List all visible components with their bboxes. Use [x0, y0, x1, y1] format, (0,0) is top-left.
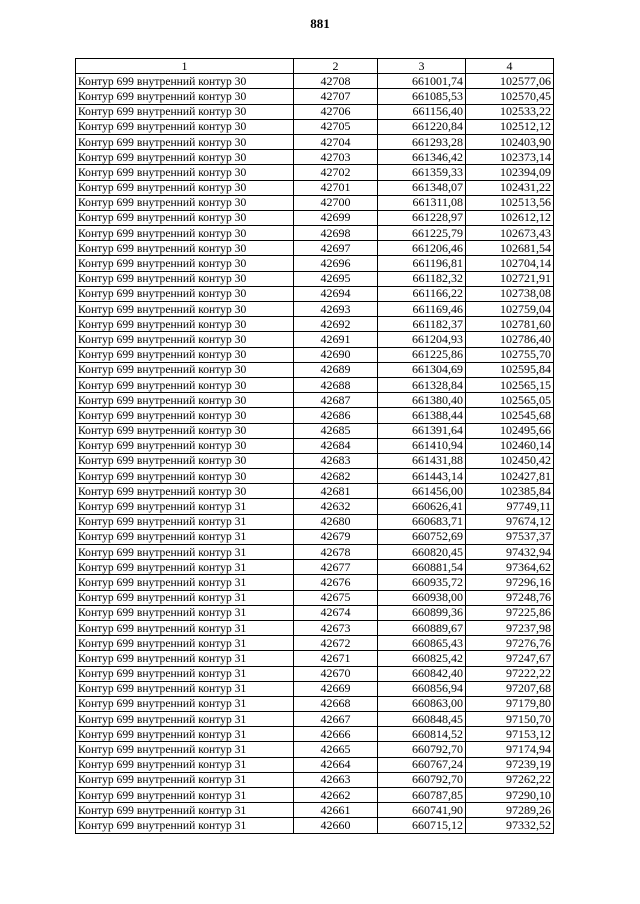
contour-name-cell: Контур 699 внутренний контур 30: [76, 453, 294, 468]
y-coordinate-cell: 102427,81: [466, 469, 554, 484]
table-body: [76, 74, 554, 833]
y-coordinate-cell: 97749,11: [466, 499, 554, 514]
y-coordinate-cell: 97276,76: [466, 636, 554, 651]
table-row: [76, 393, 554, 408]
point-number-cell: 42700: [294, 195, 378, 210]
y-coordinate-cell: 102577,06: [466, 74, 554, 89]
table-row: [76, 590, 554, 605]
contour-name-cell: Контур 699 внутренний контур 30: [76, 210, 294, 225]
table-row: [76, 803, 554, 818]
point-number-cell: 42693: [294, 302, 378, 317]
point-number-cell: 42669: [294, 681, 378, 696]
point-number-cell: 42698: [294, 226, 378, 241]
point-number-cell: 42708: [294, 74, 378, 89]
y-coordinate-cell: 102495,66: [466, 423, 554, 438]
table-row: [76, 514, 554, 529]
y-coordinate-cell: 102565,05: [466, 393, 554, 408]
x-coordinate-cell: 661225,86: [378, 347, 466, 362]
column-header-name: 1: [76, 59, 294, 74]
x-coordinate-cell: 661182,37: [378, 317, 466, 332]
x-coordinate-cell: 660820,45: [378, 545, 466, 560]
point-number-cell: 42684: [294, 438, 378, 453]
y-coordinate-cell: 102545,68: [466, 408, 554, 423]
table-row: [76, 681, 554, 696]
contour-name-cell: Контур 699 внутренний контур 31: [76, 696, 294, 711]
point-number-cell: 42677: [294, 560, 378, 575]
x-coordinate-cell: 661346,42: [378, 150, 466, 165]
point-number-cell: 42682: [294, 469, 378, 484]
x-coordinate-cell: 661085,53: [378, 89, 466, 104]
x-coordinate-cell: 660889,67: [378, 620, 466, 635]
x-coordinate-cell: 661196,81: [378, 256, 466, 271]
y-coordinate-cell: 102533,22: [466, 104, 554, 119]
table-row: [76, 119, 554, 134]
x-coordinate-cell: 660683,71: [378, 514, 466, 529]
column-header-y: 4: [466, 59, 554, 74]
y-coordinate-cell: 102755,70: [466, 347, 554, 362]
x-coordinate-cell: 661388,44: [378, 408, 466, 423]
table-row: [76, 636, 554, 651]
contour-name-cell: Контур 699 внутренний контур 31: [76, 803, 294, 818]
y-coordinate-cell: 102373,14: [466, 150, 554, 165]
table-row: [76, 89, 554, 104]
x-coordinate-cell: 661204,93: [378, 332, 466, 347]
contour-name-cell: Контур 699 внутренний контур 31: [76, 514, 294, 529]
table-row: [76, 575, 554, 590]
point-number-cell: 42703: [294, 150, 378, 165]
table-row: [76, 286, 554, 301]
y-coordinate-cell: 97239,19: [466, 757, 554, 772]
point-number-cell: 42664: [294, 757, 378, 772]
y-coordinate-cell: 102681,54: [466, 241, 554, 256]
point-number-cell: 42681: [294, 484, 378, 499]
table-row: [76, 180, 554, 195]
contour-name-cell: Контур 699 внутренний контур 30: [76, 408, 294, 423]
x-coordinate-cell: 661182,32: [378, 271, 466, 286]
table-row: [76, 241, 554, 256]
y-coordinate-cell: 97296,16: [466, 575, 554, 590]
table-row: [76, 150, 554, 165]
point-number-cell: 42706: [294, 104, 378, 119]
contour-name-cell: Контур 699 внутренний контур 30: [76, 119, 294, 134]
point-number-cell: 42690: [294, 347, 378, 362]
contour-name-cell: Контур 699 внутренний контур 31: [76, 818, 294, 833]
contour-name-cell: Контур 699 внутренний контур 31: [76, 620, 294, 635]
contour-name-cell: Контур 699 внутренний контур 30: [76, 423, 294, 438]
table-row: [76, 271, 554, 286]
x-coordinate-cell: 660935,72: [378, 575, 466, 590]
table-row: [76, 469, 554, 484]
table-row: [76, 195, 554, 210]
x-coordinate-cell: 661348,07: [378, 180, 466, 195]
table-row: [76, 256, 554, 271]
table-row: [76, 560, 554, 575]
point-number-cell: 42662: [294, 788, 378, 803]
table-row: [76, 605, 554, 620]
table-row: [76, 696, 554, 711]
contour-name-cell: Контур 699 внутренний контур 31: [76, 742, 294, 757]
x-coordinate-cell: 661228,97: [378, 210, 466, 225]
contour-name-cell: Контур 699 внутренний контур 30: [76, 195, 294, 210]
y-coordinate-cell: 97150,70: [466, 712, 554, 727]
x-coordinate-cell: 660792,70: [378, 742, 466, 757]
x-coordinate-cell: 660825,42: [378, 651, 466, 666]
point-number-cell: 42668: [294, 696, 378, 711]
x-coordinate-cell: 660814,52: [378, 727, 466, 742]
contour-name-cell: Контур 699 внутренний контур 30: [76, 286, 294, 301]
y-coordinate-cell: 97674,12: [466, 514, 554, 529]
table-row: [76, 104, 554, 119]
table-row: [76, 226, 554, 241]
table-row: [76, 818, 554, 833]
x-coordinate-cell: 661311,08: [378, 195, 466, 210]
contour-name-cell: Контур 699 внутренний контур 30: [76, 256, 294, 271]
x-coordinate-cell: 660792,70: [378, 772, 466, 787]
table-row: [76, 210, 554, 225]
x-coordinate-cell: 661166,22: [378, 286, 466, 301]
column-header-x: 3: [378, 59, 466, 74]
y-coordinate-cell: 97332,52: [466, 818, 554, 833]
table-row: [76, 453, 554, 468]
contour-name-cell: Контур 699 внутренний контур 31: [76, 757, 294, 772]
point-number-cell: 42660: [294, 818, 378, 833]
contour-name-cell: Контур 699 внутренний контур 31: [76, 772, 294, 787]
x-coordinate-cell: 660741,90: [378, 803, 466, 818]
table-row: [76, 529, 554, 544]
x-coordinate-cell: 660715,12: [378, 818, 466, 833]
table-row: [76, 317, 554, 332]
y-coordinate-cell: 102673,43: [466, 226, 554, 241]
contour-name-cell: Контур 699 внутренний контур 30: [76, 347, 294, 362]
x-coordinate-cell: 660752,69: [378, 529, 466, 544]
contour-name-cell: Контур 699 внутренний контур 31: [76, 605, 294, 620]
x-coordinate-cell: 660767,24: [378, 757, 466, 772]
x-coordinate-cell: 661380,40: [378, 393, 466, 408]
coordinates-table: [75, 58, 554, 834]
point-number-cell: 42686: [294, 408, 378, 423]
y-coordinate-cell: 102704,14: [466, 256, 554, 271]
table-row: [76, 74, 554, 89]
y-coordinate-cell: 97289,26: [466, 803, 554, 818]
x-coordinate-cell: 660938,00: [378, 590, 466, 605]
contour-name-cell: Контур 699 внутренний контур 30: [76, 134, 294, 149]
y-coordinate-cell: 97153,12: [466, 727, 554, 742]
point-number-cell: 42679: [294, 529, 378, 544]
x-coordinate-cell: 661206,46: [378, 241, 466, 256]
y-coordinate-cell: 102595,84: [466, 362, 554, 377]
table-row: [76, 332, 554, 347]
point-number-cell: 42697: [294, 241, 378, 256]
table-row: [76, 651, 554, 666]
table-row: [76, 788, 554, 803]
table-row: [76, 165, 554, 180]
y-coordinate-cell: 102781,60: [466, 317, 554, 332]
contour-name-cell: Контур 699 внутренний контур 31: [76, 529, 294, 544]
x-coordinate-cell: 661225,79: [378, 226, 466, 241]
contour-name-cell: Контур 699 внутренний контур 30: [76, 302, 294, 317]
contour-name-cell: Контур 699 внутренний контур 31: [76, 545, 294, 560]
x-coordinate-cell: 660863,00: [378, 696, 466, 711]
table-row: [76, 620, 554, 635]
y-coordinate-cell: 97237,98: [466, 620, 554, 635]
contour-name-cell: Контур 699 внутренний контур 30: [76, 165, 294, 180]
y-coordinate-cell: 102570,45: [466, 89, 554, 104]
point-number-cell: 42688: [294, 377, 378, 392]
point-number-cell: 42685: [294, 423, 378, 438]
x-coordinate-cell: 660856,94: [378, 681, 466, 696]
point-number-cell: 42695: [294, 271, 378, 286]
x-coordinate-cell: 660848,45: [378, 712, 466, 727]
y-coordinate-cell: 102394,09: [466, 165, 554, 180]
contour-name-cell: Контур 699 внутренний контур 30: [76, 438, 294, 453]
table-row: [76, 499, 554, 514]
y-coordinate-cell: 97432,94: [466, 545, 554, 560]
x-coordinate-cell: 661443,14: [378, 469, 466, 484]
point-number-cell: 42666: [294, 727, 378, 742]
x-coordinate-cell: 661293,28: [378, 134, 466, 149]
table-row: [76, 408, 554, 423]
y-coordinate-cell: 102738,08: [466, 286, 554, 301]
point-number-cell: 42672: [294, 636, 378, 651]
y-coordinate-cell: 102512,12: [466, 119, 554, 134]
y-coordinate-cell: 97290,10: [466, 788, 554, 803]
point-number-cell: 42674: [294, 605, 378, 620]
x-coordinate-cell: 661410,94: [378, 438, 466, 453]
table-row: [76, 666, 554, 681]
contour-name-cell: Контур 699 внутренний контур 30: [76, 393, 294, 408]
point-number-cell: 42670: [294, 666, 378, 681]
table-row: [76, 727, 554, 742]
table-row: [76, 347, 554, 362]
table-row: [76, 712, 554, 727]
contour-name-cell: Контур 699 внутренний контур 30: [76, 74, 294, 89]
point-number-cell: 42699: [294, 210, 378, 225]
point-number-cell: 42689: [294, 362, 378, 377]
x-coordinate-cell: 661220,84: [378, 119, 466, 134]
table-row: [76, 362, 554, 377]
point-number-cell: 42667: [294, 712, 378, 727]
x-coordinate-cell: 660881,54: [378, 560, 466, 575]
y-coordinate-cell: 97174,94: [466, 742, 554, 757]
x-coordinate-cell: 661359,33: [378, 165, 466, 180]
point-number-cell: 42691: [294, 332, 378, 347]
contour-name-cell: Контур 699 внутренний контур 31: [76, 560, 294, 575]
contour-name-cell: Контур 699 внутренний контур 30: [76, 104, 294, 119]
point-number-cell: 42676: [294, 575, 378, 590]
contour-name-cell: Контур 699 внутренний контур 30: [76, 271, 294, 286]
contour-name-cell: Контур 699 внутренний контур 31: [76, 727, 294, 742]
point-number-cell: 42702: [294, 165, 378, 180]
y-coordinate-cell: 97247,67: [466, 651, 554, 666]
table-row: [76, 484, 554, 499]
y-coordinate-cell: 102385,84: [466, 484, 554, 499]
point-number-cell: 42707: [294, 89, 378, 104]
x-coordinate-cell: 661156,40: [378, 104, 466, 119]
table-row: [76, 757, 554, 772]
x-coordinate-cell: 661304,69: [378, 362, 466, 377]
contour-name-cell: Контур 699 внутренний контур 30: [76, 332, 294, 347]
table-row: [76, 302, 554, 317]
y-coordinate-cell: 97537,37: [466, 529, 554, 544]
table-row: [76, 377, 554, 392]
contour-name-cell: Контур 699 внутренний контур 31: [76, 651, 294, 666]
y-coordinate-cell: 102460,14: [466, 438, 554, 453]
y-coordinate-cell: 102612,12: [466, 210, 554, 225]
x-coordinate-cell: 660899,36: [378, 605, 466, 620]
x-coordinate-cell: 661391,64: [378, 423, 466, 438]
y-coordinate-cell: 102759,04: [466, 302, 554, 317]
x-coordinate-cell: 661169,46: [378, 302, 466, 317]
point-number-cell: 42701: [294, 180, 378, 195]
x-coordinate-cell: 660626,41: [378, 499, 466, 514]
point-number-cell: 42680: [294, 514, 378, 529]
point-number-cell: 42683: [294, 453, 378, 468]
point-number-cell: 42696: [294, 256, 378, 271]
contour-name-cell: Контур 699 внутренний контур 30: [76, 484, 294, 499]
point-number-cell: 42705: [294, 119, 378, 134]
page-number: 881: [310, 16, 330, 31]
y-coordinate-cell: 97179,80: [466, 696, 554, 711]
y-coordinate-cell: 97225,86: [466, 605, 554, 620]
y-coordinate-cell: 102513,56: [466, 195, 554, 210]
table-row: [76, 772, 554, 787]
y-coordinate-cell: 97248,76: [466, 590, 554, 605]
point-number-cell: 42675: [294, 590, 378, 605]
x-coordinate-cell: 661328,84: [378, 377, 466, 392]
contour-name-cell: Контур 699 внутренний контур 31: [76, 712, 294, 727]
table-row: [76, 545, 554, 560]
x-coordinate-cell: 660865,43: [378, 636, 466, 651]
x-coordinate-cell: 660787,85: [378, 788, 466, 803]
point-number-cell: 42671: [294, 651, 378, 666]
contour-name-cell: Контур 699 внутренний контур 30: [76, 362, 294, 377]
y-coordinate-cell: 102721,91: [466, 271, 554, 286]
y-coordinate-cell: 102450,42: [466, 453, 554, 468]
point-number-cell: 42687: [294, 393, 378, 408]
contour-name-cell: Контур 699 внутренний контур 31: [76, 499, 294, 514]
table-row: [76, 423, 554, 438]
y-coordinate-cell: 97262,22: [466, 772, 554, 787]
point-number-cell: 42678: [294, 545, 378, 560]
point-number-cell: 42632: [294, 499, 378, 514]
contour-name-cell: Контур 699 внутренний контур 31: [76, 666, 294, 681]
table-row: [76, 742, 554, 757]
contour-name-cell: Контур 699 внутренний контур 30: [76, 317, 294, 332]
contour-name-cell: Контур 699 внутренний контур 30: [76, 89, 294, 104]
contour-name-cell: Контур 699 внутренний контур 31: [76, 788, 294, 803]
table-row: [76, 134, 554, 149]
x-coordinate-cell: 660842,40: [378, 666, 466, 681]
point-number-cell: 42665: [294, 742, 378, 757]
table-header-row: [76, 59, 554, 74]
y-coordinate-cell: 97207,68: [466, 681, 554, 696]
contour-name-cell: Контур 699 внутренний контур 30: [76, 180, 294, 195]
y-coordinate-cell: 102431,22: [466, 180, 554, 195]
column-header-point: 2: [294, 59, 378, 74]
y-coordinate-cell: 102403,90: [466, 134, 554, 149]
point-number-cell: 42673: [294, 620, 378, 635]
y-coordinate-cell: 102786,40: [466, 332, 554, 347]
contour-name-cell: Контур 699 внутренний контур 31: [76, 575, 294, 590]
point-number-cell: 42694: [294, 286, 378, 301]
contour-name-cell: Контур 699 внутренний контур 30: [76, 226, 294, 241]
contour-name-cell: Контур 699 внутренний контур 31: [76, 636, 294, 651]
point-number-cell: 42661: [294, 803, 378, 818]
y-coordinate-cell: 97222,22: [466, 666, 554, 681]
table-row: [76, 438, 554, 453]
contour-name-cell: Контур 699 внутренний контур 30: [76, 469, 294, 484]
contour-name-cell: Контур 699 внутренний контур 30: [76, 241, 294, 256]
x-coordinate-cell: 661001,74: [378, 74, 466, 89]
x-coordinate-cell: 661431,88: [378, 453, 466, 468]
y-coordinate-cell: 97364,62: [466, 560, 554, 575]
point-number-cell: 42692: [294, 317, 378, 332]
point-number-cell: 42663: [294, 772, 378, 787]
contour-name-cell: Контур 699 внутренний контур 30: [76, 150, 294, 165]
y-coordinate-cell: 102565,15: [466, 377, 554, 392]
contour-name-cell: Контур 699 внутренний контур 30: [76, 377, 294, 392]
point-number-cell: 42704: [294, 134, 378, 149]
x-coordinate-cell: 661456,00: [378, 484, 466, 499]
contour-name-cell: Контур 699 внутренний контур 31: [76, 681, 294, 696]
contour-name-cell: Контур 699 внутренний контур 31: [76, 590, 294, 605]
